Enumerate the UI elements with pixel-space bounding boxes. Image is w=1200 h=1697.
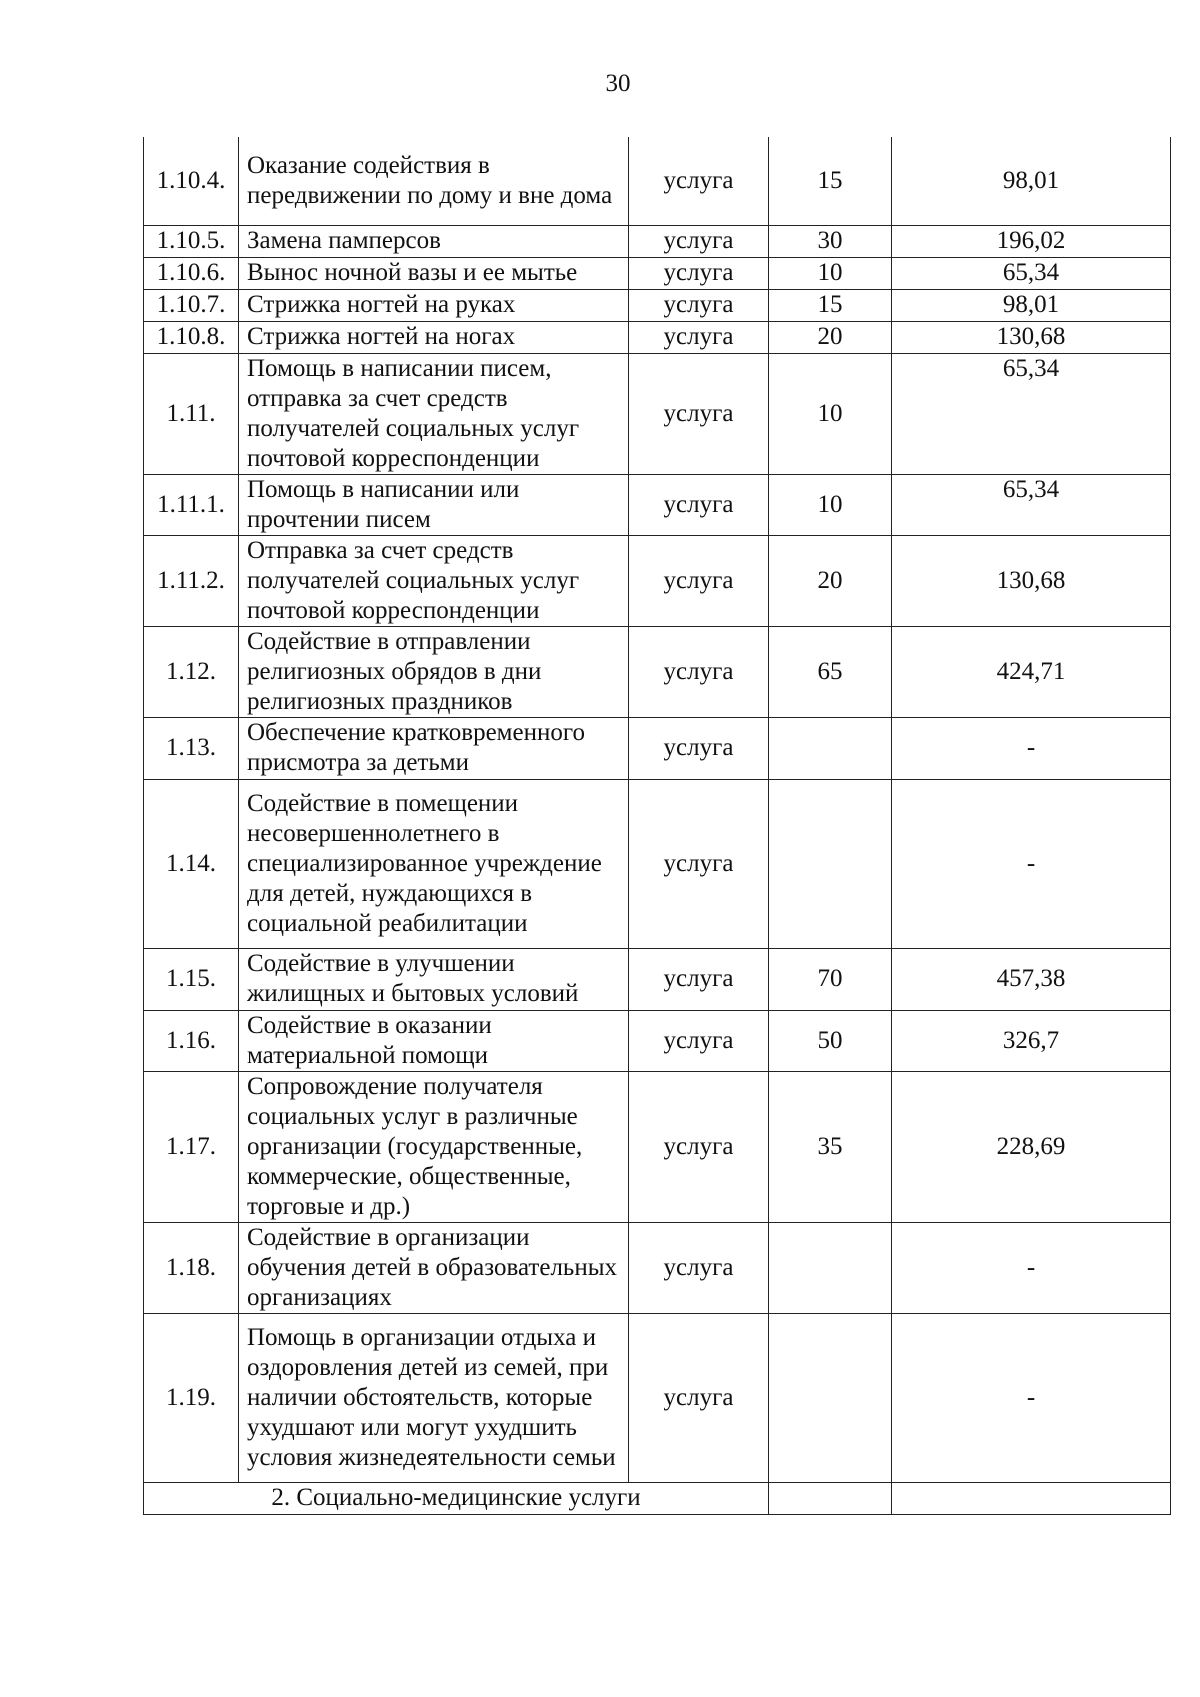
unit-cell: услуга (629, 948, 769, 1010)
unit-cell: услуга (629, 779, 769, 948)
price-cell: - (892, 717, 1171, 779)
service-name-cell: Сопровождение получателя социальных услуг в различные организации (государственные, коммерческие, общественные, торговые и др.) (239, 1071, 629, 1222)
table-row (144, 1313, 1171, 1482)
quantity-cell (769, 779, 892, 948)
unit-cell: услуга (629, 353, 769, 474)
quantity-cell: 15 (769, 137, 892, 225)
services-table (143, 137, 1171, 1515)
price-cell: - (892, 779, 1171, 948)
row-number-cell: 1.17. (144, 1071, 239, 1222)
price-cell: 65,34 (892, 353, 1171, 474)
quantity-cell: 20 (769, 535, 892, 626)
price-cell: 130,68 (892, 321, 1171, 353)
price-cell: 65,34 (892, 257, 1171, 289)
table-row (144, 948, 1171, 1010)
table-row (144, 626, 1171, 717)
service-name-cell: Стрижка ногтей на руках (239, 289, 629, 321)
service-name-cell: Содействие в улучшении жилищных и бытовых условий (239, 948, 629, 1010)
service-name-cell: Содействие в отправлении религиозных обрядов в дни религиозных праздников (239, 626, 629, 717)
table-row (144, 717, 1171, 779)
service-name-cell: Помощь в организации отдыха и оздоровления детей из семей, при наличии обстоятельств, которые ухудшают или могут ухудшить условия жизнедеятельности семьи (239, 1313, 629, 1482)
row-number-cell: 1.11.2. (144, 535, 239, 626)
price-cell: 228,69 (892, 1071, 1171, 1222)
service-name-cell: Вынос ночной вазы и ее мытье (239, 257, 629, 289)
unit-cell: услуга (629, 1010, 769, 1071)
unit-cell: услуга (629, 535, 769, 626)
unit-cell: услуга (629, 717, 769, 779)
row-number-cell: 1.10.7. (144, 289, 239, 321)
price-cell: - (892, 1222, 1171, 1313)
quantity-cell (769, 717, 892, 779)
unit-cell: услуга (629, 225, 769, 257)
services-table-body (144, 137, 1171, 1514)
quantity-cell: 10 (769, 474, 892, 535)
row-number-cell: 1.10.4. (144, 137, 239, 225)
price-cell: 196,02 (892, 225, 1171, 257)
table-row (144, 225, 1171, 257)
row-number-cell: 1.18. (144, 1222, 239, 1313)
quantity-cell: 10 (769, 257, 892, 289)
unit-cell: услуга (629, 137, 769, 225)
row-number-cell: 1.11. (144, 353, 239, 474)
table-row (144, 137, 1171, 225)
table-row (144, 1010, 1171, 1071)
table-row (144, 1071, 1171, 1222)
table-row (144, 779, 1171, 948)
quantity-cell: 35 (769, 1071, 892, 1222)
row-number-cell: 1.10.8. (144, 321, 239, 353)
price-cell: 98,01 (892, 137, 1171, 225)
quantity-cell: 30 (769, 225, 892, 257)
quantity-cell: 50 (769, 1010, 892, 1071)
quantity-cell: 20 (769, 321, 892, 353)
section-title: 2. Социально-медицинские услуги (144, 1482, 769, 1514)
service-name-cell: Обеспечение кратковременного присмотра за детьми (239, 717, 629, 779)
empty-cell (892, 1482, 1171, 1514)
service-name-cell: Содействие в организации обучения детей в образовательных организациях (239, 1222, 629, 1313)
price-cell: 130,68 (892, 535, 1171, 626)
service-name-cell: Помощь в написании или прочтении писем (239, 474, 629, 535)
unit-cell: услуга (629, 1313, 769, 1482)
price-cell: 457,38 (892, 948, 1171, 1010)
price-cell: 65,34 (892, 474, 1171, 535)
quantity-cell: 70 (769, 948, 892, 1010)
table-row (144, 321, 1171, 353)
row-number-cell: 1.11.1. (144, 474, 239, 535)
table-row (144, 474, 1171, 535)
unit-cell: услуга (629, 257, 769, 289)
service-name-cell: Отправка за счет средств получателей социальных услуг почтовой корреспонденции (239, 535, 629, 626)
table-row (144, 289, 1171, 321)
service-name-cell: Помощь в написании писем, отправка за счет средств получателей социальных услуг почтовой корреспонденции (239, 353, 629, 474)
unit-cell: услуга (629, 1071, 769, 1222)
table-row (144, 353, 1171, 474)
quantity-cell (769, 1313, 892, 1482)
empty-cell (769, 1482, 892, 1514)
quantity-cell: 10 (769, 353, 892, 474)
table-row (144, 1222, 1171, 1313)
unit-cell: услуга (629, 1222, 769, 1313)
service-name-cell: Стрижка ногтей на ногах (239, 321, 629, 353)
service-name-cell: Замена памперсов (239, 225, 629, 257)
unit-cell: услуга (629, 474, 769, 535)
unit-cell: услуга (629, 626, 769, 717)
unit-cell: услуга (629, 289, 769, 321)
row-number-cell: 1.16. (144, 1010, 239, 1071)
table-row (144, 535, 1171, 626)
table-row (144, 257, 1171, 289)
price-cell: 326,7 (892, 1010, 1171, 1071)
row-number-cell: 1.10.5. (144, 225, 239, 257)
quantity-cell: 65 (769, 626, 892, 717)
row-number-cell: 1.14. (144, 779, 239, 948)
price-cell: 424,71 (892, 626, 1171, 717)
service-name-cell: Оказание содействия в передвижении по дому и вне дома (239, 137, 629, 225)
unit-cell: услуга (629, 321, 769, 353)
row-number-cell: 1.10.6. (144, 257, 239, 289)
row-number-cell: 1.13. (144, 717, 239, 779)
quantity-cell (769, 1222, 892, 1313)
row-number-cell: 1.12. (144, 626, 239, 717)
price-cell: 98,01 (892, 289, 1171, 321)
price-cell: - (892, 1313, 1171, 1482)
service-name-cell: Содействие в оказании материальной помощи (239, 1010, 629, 1071)
row-number-cell: 1.15. (144, 948, 239, 1010)
page-number: 30 (605, 70, 631, 97)
section-row (144, 1482, 1171, 1514)
row-number-cell: 1.19. (144, 1313, 239, 1482)
service-name-cell: Содействие в помещении несовершеннолетнего в специализированное учреждение для детей, нуждающихся в социальной реабилитации (239, 779, 629, 948)
quantity-cell: 15 (769, 289, 892, 321)
